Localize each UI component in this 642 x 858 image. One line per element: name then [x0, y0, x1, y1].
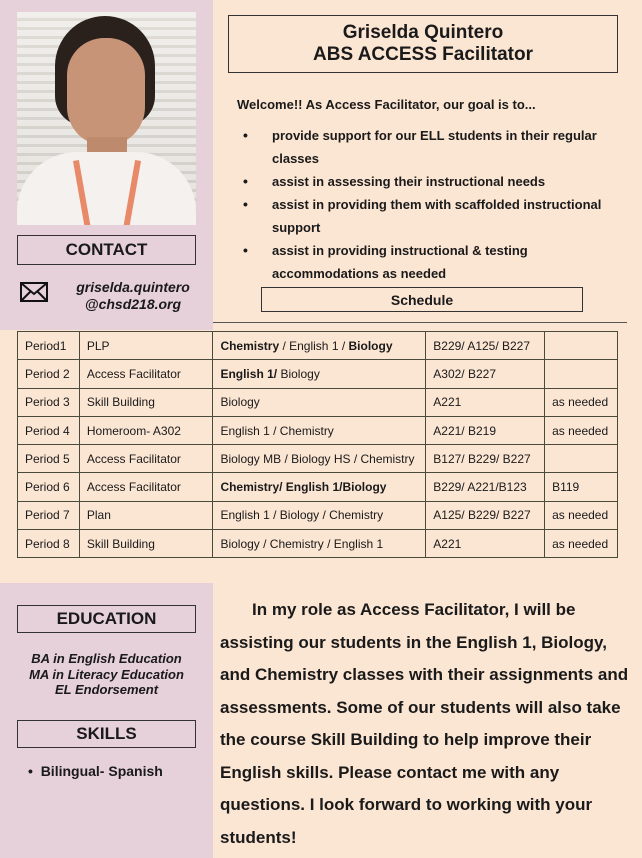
subject-text: Biology	[220, 395, 260, 410]
subject-text: Chemistry	[220, 338, 280, 353]
class-cell: Skill Building	[79, 530, 213, 558]
extra-cell: as needed	[545, 416, 618, 444]
education-item: BA in English Education	[31, 651, 182, 666]
rooms-cell: B127/ B229/ B227	[426, 445, 545, 473]
extra-cell	[545, 332, 618, 360]
period-cell: Period 6	[18, 473, 80, 501]
envelope-icon	[20, 282, 48, 302]
skill-item: Bilingual- Spanish	[40, 763, 163, 779]
subject-text: / English 1 /	[279, 338, 349, 353]
skills-list	[28, 763, 163, 779]
schedule-table	[17, 331, 618, 558]
rooms-cell: A302/ B227	[426, 360, 545, 388]
extra-cell	[545, 360, 618, 388]
table-row	[18, 360, 618, 388]
extra-cell: as needed	[545, 530, 618, 558]
subject-text: Biology MB / Biology HS / Chemistry	[220, 451, 415, 466]
period-cell: Period 4	[18, 416, 80, 444]
table-row	[18, 332, 618, 360]
email-line-1: griselda.quintero	[76, 279, 190, 295]
class-cell: Access Facilitator	[79, 473, 213, 501]
goal-item: • assist in assessing their instructional needs	[243, 170, 603, 193]
subject-text: English 1/	[220, 366, 278, 381]
contact-heading: CONTACT	[17, 235, 196, 265]
class-cell: Access Facilitator	[79, 360, 213, 388]
email-line-2: @chsd218.org	[84, 296, 182, 312]
education-heading: EDUCATION	[17, 605, 196, 633]
goal-item: • provide support for our ELL students in their regular classes	[243, 124, 603, 170]
table-row	[18, 416, 618, 444]
rooms-cell: A221	[426, 530, 545, 558]
education-item: EL Endorsement	[54, 682, 159, 697]
subject-text: Biology	[348, 338, 393, 353]
subject-text: Biology / Chemistry / English 1	[220, 536, 384, 551]
bullet-icon: •	[28, 763, 41, 779]
table-row	[18, 530, 618, 558]
subjects-cell	[213, 473, 426, 501]
class-cell: PLP	[79, 332, 213, 360]
class-cell: Access Facilitator	[79, 445, 213, 473]
period-cell: Period 7	[18, 501, 80, 529]
title-box	[228, 15, 618, 73]
education-list	[0, 651, 213, 698]
subject-text: Biology	[277, 366, 320, 381]
extra-cell: B119	[545, 473, 618, 501]
class-cell: Skill Building	[79, 388, 213, 416]
extra-cell	[545, 445, 618, 473]
goal-item: • assist in providing instructional & testing accommodations as needed	[243, 239, 603, 285]
divider	[213, 322, 627, 323]
schedule-heading: Schedule	[261, 287, 583, 312]
goal-item: • assist in providing them with scaffolded instructional support	[243, 193, 603, 239]
table-row	[18, 473, 618, 501]
subjects-cell	[213, 501, 426, 529]
subject-text: Chemistry/ English 1/Biology	[220, 480, 387, 495]
table-row	[18, 501, 618, 529]
period-cell: Period1	[18, 332, 80, 360]
extra-cell: as needed	[545, 501, 618, 529]
rooms-cell: A221	[426, 388, 545, 416]
class-cell: Plan	[79, 501, 213, 529]
class-cell: Homeroom- A302	[79, 416, 213, 444]
period-cell: Period 3	[18, 388, 80, 416]
extra-cell: as needed	[545, 388, 618, 416]
rooms-cell: A125/ B229/ B227	[426, 501, 545, 529]
rooms-cell: A221/ B219	[426, 416, 545, 444]
subjects-cell	[213, 360, 426, 388]
goals-list	[243, 124, 603, 285]
period-cell: Period 5	[18, 445, 80, 473]
skills-heading: SKILLS	[17, 720, 196, 748]
profile-photo	[17, 12, 196, 225]
table-row	[18, 388, 618, 416]
welcome-text: Welcome!! As Access Facilitator, our goal is to...	[237, 97, 536, 112]
subjects-cell	[213, 416, 426, 444]
subjects-cell	[213, 530, 426, 558]
subject-text: English 1 / Biology / Chemistry	[220, 508, 384, 523]
rooms-cell: B229/ A221/B123	[426, 473, 545, 501]
facilitator-role: ABS ACCESS Facilitator	[313, 44, 533, 65]
rooms-cell: B229/ A125/ B227	[426, 332, 545, 360]
table-row	[18, 445, 618, 473]
subjects-cell	[213, 445, 426, 473]
period-cell: Period 8	[18, 530, 80, 558]
facilitator-name: Griselda Quintero	[342, 22, 504, 43]
subjects-cell	[213, 332, 426, 360]
education-item: MA in Literacy Education	[29, 666, 184, 682]
subjects-cell	[213, 388, 426, 416]
period-cell: Period 2	[18, 360, 80, 388]
subject-text: English 1 / Chemistry	[220, 423, 334, 438]
facilitator-message: In my role as Access Facilitator, I will be assisting our students in the English 1, Biology, and Chemistry classes with their assignments and assessments. Some of our students will also take the course Skill Building to help improve their English skills. Please contact me with any questions. I look forward to working with your students!	[220, 600, 629, 847]
email-address[interactable]	[58, 279, 208, 313]
